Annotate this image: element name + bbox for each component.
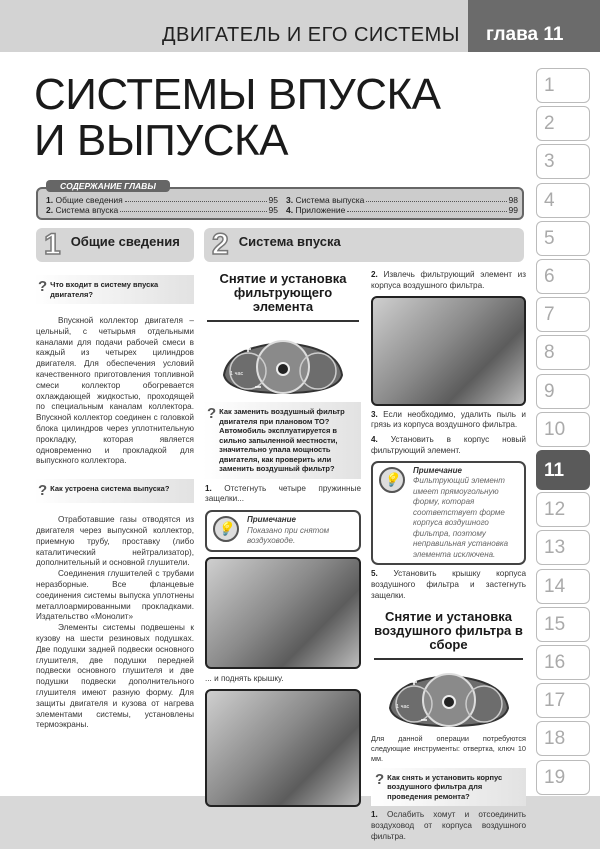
chapter-tab-18[interactable]: 18	[536, 721, 590, 756]
paragraph: Отработавшие газы отводятся из двигателя через выпускной коллектор, приемную трубу, проставку (либо каталитический нейтрализатор), дополнительный и основной глушители.	[36, 515, 194, 568]
note-heading: Примечание	[413, 465, 462, 475]
note-box	[371, 461, 526, 566]
lightbulb-icon: 💡	[213, 516, 239, 542]
toc-num: 1.	[46, 195, 54, 205]
section-title: Общие сведения	[70, 233, 180, 249]
chapter-tab-6[interactable]: 6	[536, 259, 590, 294]
paragraph: Соединения глушителей с трубами неразборные. Все фланцевые соединения системы выпуска уплотнены металлоармированными прокладками. Издательство «Монолит»	[36, 569, 194, 622]
step-number: 5.	[371, 569, 378, 579]
running-header: ДВИГАТЕЛЬ И ЕГО СИСТЕМЫ	[161, 24, 460, 46]
lightbulb-icon: 💡	[379, 467, 405, 493]
photo-filter-element	[371, 296, 526, 406]
question-text: Как устроена система выпуска?	[50, 484, 170, 494]
step-2	[371, 270, 526, 292]
dashboard-icon	[218, 335, 348, 397]
photo-caption: ... и поднять крышку.	[205, 673, 284, 683]
toc-label: Система выпуска	[295, 195, 365, 205]
chapter-tab-1[interactable]: 1	[536, 68, 590, 103]
toc-page: 95	[268, 205, 278, 215]
subsection-heading: Снятие и установка фильтрующего элемента	[207, 272, 359, 322]
chapter-tab-19[interactable]: 19	[536, 760, 590, 795]
step-number: 3.	[371, 409, 378, 419]
chapter-tab-7[interactable]: 7	[536, 297, 590, 332]
title-line: И ВЫПУСКА	[34, 116, 288, 165]
note-box	[205, 510, 361, 552]
chapter-tab-13[interactable]: 13	[536, 530, 590, 565]
time-label: 1 час	[230, 371, 244, 377]
question-icon: ?	[38, 278, 48, 295]
chapter-tab-4[interactable]: 4	[536, 183, 590, 218]
question-box	[34, 479, 194, 503]
step-number: 1.	[371, 810, 378, 820]
question-box	[34, 275, 194, 304]
chapter-tab-14[interactable]: 14	[536, 569, 590, 604]
step-text: Извлечь фильтрующий элемент из корпуса воздушного фильтра.	[371, 270, 526, 290]
chapter-tab-2[interactable]: 2	[536, 106, 590, 141]
toc-page: 95	[268, 195, 278, 205]
toc-page: 98	[508, 195, 518, 205]
toc-label: Общие сведения	[55, 195, 123, 205]
step-text: Ослабить хомут и отсоединить воздуховод от корпуса воздушного фильтра.	[371, 810, 526, 841]
text-block	[36, 515, 194, 731]
step-text: Установить крышку корпуса воздушного фильтра и застегнуть защелки.	[371, 569, 526, 600]
question-text: Как заменить воздушный фильтр двигателя при плановом ТО? Автомобиль эксплуатируется в сильно запыленной местности, значительно упала мощность двигателя, как проверить или заменить воздушный фильтр?	[219, 407, 345, 473]
paragraph: Впускной коллектор двигателя – цельный, с четырьмя отдельными каналами для подачи рабочей смеси в каждый из четырех цилиндров двигателя. Для обеспечения условий качественного приготовления топливной смеси коллектор обогревается охлаждающей жидкостью, проходящей по специальным каналам коллектора. Впускной коллектор соединен с головкой блока цилиндров через уплотнительную прокладку, которая является одновременно и прокладкой для выпускного коллектора.	[36, 316, 194, 466]
toc-num: 2.	[46, 205, 54, 215]
toc-item[interactable]	[286, 205, 518, 215]
step-text: Установить в корпус новый фильтрующий элемент.	[371, 435, 527, 455]
photo-air-filter-latches	[205, 557, 361, 669]
column-2	[205, 272, 361, 807]
question-icon: ?	[207, 405, 217, 422]
chapter-tab-5[interactable]: 5	[536, 221, 590, 256]
dashboard-icon	[384, 668, 514, 730]
toc-label: Приложение	[295, 205, 346, 215]
note-text: Фильтрующий элемент имеет прямоугольную форму, которая соответствует форме корпуса воздушного фильтра, поэтому неправильная установка элемента исключена.	[413, 476, 509, 559]
step-number: 1.	[205, 483, 212, 493]
question-box	[203, 402, 361, 479]
toc-item[interactable]	[286, 195, 518, 205]
title-line: СИСТЕМЫ ВПУСКА	[34, 70, 441, 119]
toc-num: 3.	[286, 195, 294, 205]
section-header-1	[36, 228, 194, 262]
chapter-tab-15[interactable]: 15	[536, 607, 590, 642]
question-box	[371, 768, 526, 807]
paragraph: Элементы системы подвешены к кузову на шести резиновых подушках. Две подушки задней подвески основного глушителя, две подушки передней подвески основного глушителя и две подушки подвески дополнительного глушителя имеют разную форму. Для защиты двигателя и кузова от нагрева элементами системы, установлены термоэкраны.	[36, 623, 194, 730]
question-icon: ?	[375, 770, 385, 788]
section-header-2	[204, 228, 524, 262]
toc-num: 4.	[286, 205, 294, 215]
section-title: Система впуска	[238, 233, 341, 249]
toc-item[interactable]	[46, 195, 278, 205]
subsection-heading: Снятие и установка воздушного фильтра в сборе	[374, 610, 523, 660]
chapter-tab-11[interactable]: 11	[536, 450, 590, 490]
step-1	[205, 484, 361, 506]
chapter-tab-17[interactable]: 17	[536, 683, 590, 718]
chapter-tab-12[interactable]: 12	[536, 492, 590, 527]
step-1	[371, 810, 526, 842]
section-number: 2	[212, 228, 229, 261]
note-text: Показано при снятом воздуховоде.	[247, 525, 330, 546]
note-heading: Примечание	[247, 515, 296, 525]
step-4	[371, 435, 526, 457]
chapter-label: глава 11	[468, 0, 600, 52]
toc-page: 99	[508, 205, 518, 215]
chapter-tab-8[interactable]: 8	[536, 335, 590, 370]
chapter-tab-3[interactable]: 3	[536, 144, 590, 179]
question-icon: ?	[38, 482, 48, 500]
step-5	[371, 569, 526, 601]
column-3	[371, 270, 526, 843]
step-text: Отстегнуть четыре пружинные защелки...	[205, 483, 361, 504]
toc-heading: СОДЕРЖАНИЕ ГЛАВЫ	[46, 180, 170, 192]
step-3	[371, 410, 526, 432]
question-text: Что входит в систему впуска двигателя?	[50, 280, 159, 299]
toc-label: Система впуска	[55, 205, 119, 215]
chapter-tab-10[interactable]: 10	[536, 412, 590, 447]
tools-text: Для данной операции потребуются следующие инструменты: отвертка, ключ 10 мм.	[371, 733, 526, 763]
step-text: Если необходимо, удалить пыль и грязь из корпуса воздушного фильтра.	[371, 409, 526, 430]
page-title	[34, 72, 440, 164]
question-text: Как снять и установить корпус воздушного фильтра для проведения ремонта?	[387, 772, 503, 801]
step-number: 2.	[371, 270, 378, 279]
step-number: 4.	[371, 435, 378, 445]
toc-item[interactable]	[46, 205, 278, 215]
chapter-tab-16[interactable]: 16	[536, 645, 590, 680]
photo-lift-cover	[205, 689, 361, 807]
section-number: 1	[44, 228, 61, 261]
time-label: 1 час	[395, 703, 409, 710]
column-1	[34, 275, 194, 731]
chapter-tab-9[interactable]: 9	[536, 374, 590, 409]
